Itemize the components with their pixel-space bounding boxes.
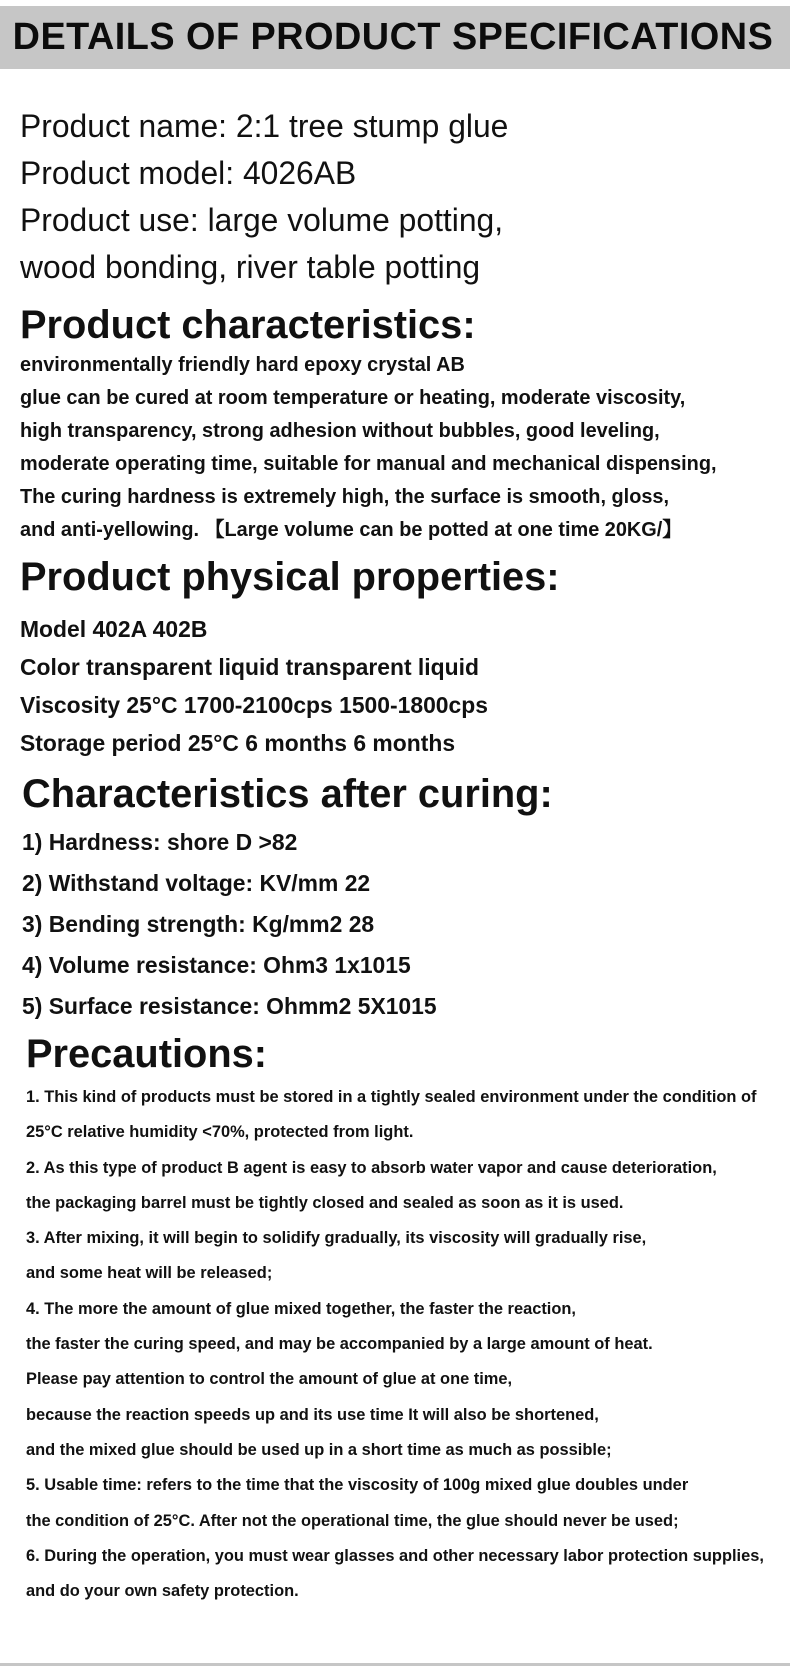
precaution-line: and the mixed glue should be used up in a short time as much as possible; — [26, 1440, 612, 1459]
precaution-line: 1. This kind of products must be stored in a tightly sealed environment under the condition of — [26, 1088, 757, 1106]
curing-item: 4) Volume resistance: Ohm3 1x1015 — [22, 952, 411, 978]
product-intro — [20, 103, 790, 291]
characteristics-heading: Product characteristics: — [20, 303, 476, 347]
product-name-line: Product name: 2:1 tree stump glue — [20, 108, 509, 144]
precaution-line: 25°C relative humidity <70%, protected from light. — [26, 1123, 414, 1142]
product-use-line: Product use: large volume potting, — [20, 202, 504, 238]
curing-item: 5) Surface resistance: Ohmm2 5X1015 — [22, 993, 437, 1019]
precaution-line: and some heat will be released; — [26, 1264, 273, 1283]
physical-properties-body — [20, 610, 790, 762]
precaution-line: 5. Usable time: refers to the time that the viscosity of 100g mixed glue doubles under — [26, 1476, 689, 1495]
property-row: Viscosity 25°C 1700-2100cps 1500-1800cps — [20, 692, 488, 718]
curing-item: 3) Bending strength: Kg/mm2 28 — [22, 911, 375, 937]
precaution-line: 3. After mixing, it will begin to solidify gradually, its viscosity will gradually rise, — [26, 1229, 647, 1248]
characteristics-body — [20, 349, 790, 547]
precautions-list — [26, 1080, 790, 1609]
property-row: Color transparent liquid transparent liquid — [20, 654, 479, 680]
page-title: DETAILS OF PRODUCT SPECIFICATIONS — [12, 16, 774, 58]
precautions-heading: Precautions: — [26, 1032, 268, 1076]
property-row: Storage period 25°C 6 months 6 months — [20, 730, 456, 756]
precaution-line: and do your own safety protection. — [26, 1582, 299, 1601]
characteristics-line: The curing hardness is extremely high, the surface is smooth, gloss, — [20, 486, 670, 508]
bottom-divider — [0, 1663, 790, 1666]
characteristics-line: environmentally friendly hard epoxy crystal AB — [20, 354, 465, 376]
precaution-line: 6. During the operation, you must wear glasses and other necessary labor protection supplies, — [26, 1546, 764, 1565]
precaution-line: Please pay attention to control the amount of glue at one time, — [26, 1370, 513, 1389]
precaution-line: the packaging barrel must be tightly closed and sealed as soon as it is used. — [26, 1193, 624, 1212]
precaution-line: because the reaction speeds up and its use time It will also be shortened, — [26, 1405, 599, 1424]
curing-item: 1) Hardness: shore D >82 — [22, 829, 298, 855]
curing-heading: Characteristics after curing: — [22, 772, 553, 816]
characteristics-line: and anti-yellowing. 【Large volume can be potted at one time 20KG/】 — [20, 519, 683, 541]
characteristics-line: moderate operating time, suitable for manual and mechanical dispensing, — [20, 453, 717, 475]
product-model-line: Product model: 4026AB — [20, 155, 357, 191]
precaution-line: the faster the curing speed, and may be accompanied by a large amount of heat. — [26, 1335, 653, 1354]
header-bar — [0, 6, 790, 69]
product-use-line-cont: wood bonding, river table potting — [20, 249, 481, 285]
physical-properties-heading: Product physical properties: — [20, 555, 560, 599]
precaution-line: 2. As this type of product B agent is easy to absorb water vapor and cause deterioration, — [26, 1158, 717, 1177]
precaution-line: the condition of 25°C. After not the operational time, the glue should never be used; — [26, 1511, 679, 1530]
precaution-line: 4. The more the amount of glue mixed together, the faster the reaction, — [26, 1299, 576, 1318]
curing-list — [22, 822, 790, 1027]
characteristics-line: glue can be cured at room temperature or heating, moderate viscosity, — [20, 387, 686, 409]
curing-item: 2) Withstand voltage: KV/mm 22 — [22, 870, 371, 896]
characteristics-line: high transparency, strong adhesion without bubbles, good leveling, — [20, 420, 660, 442]
property-row: Model 402A 402B — [20, 616, 208, 642]
